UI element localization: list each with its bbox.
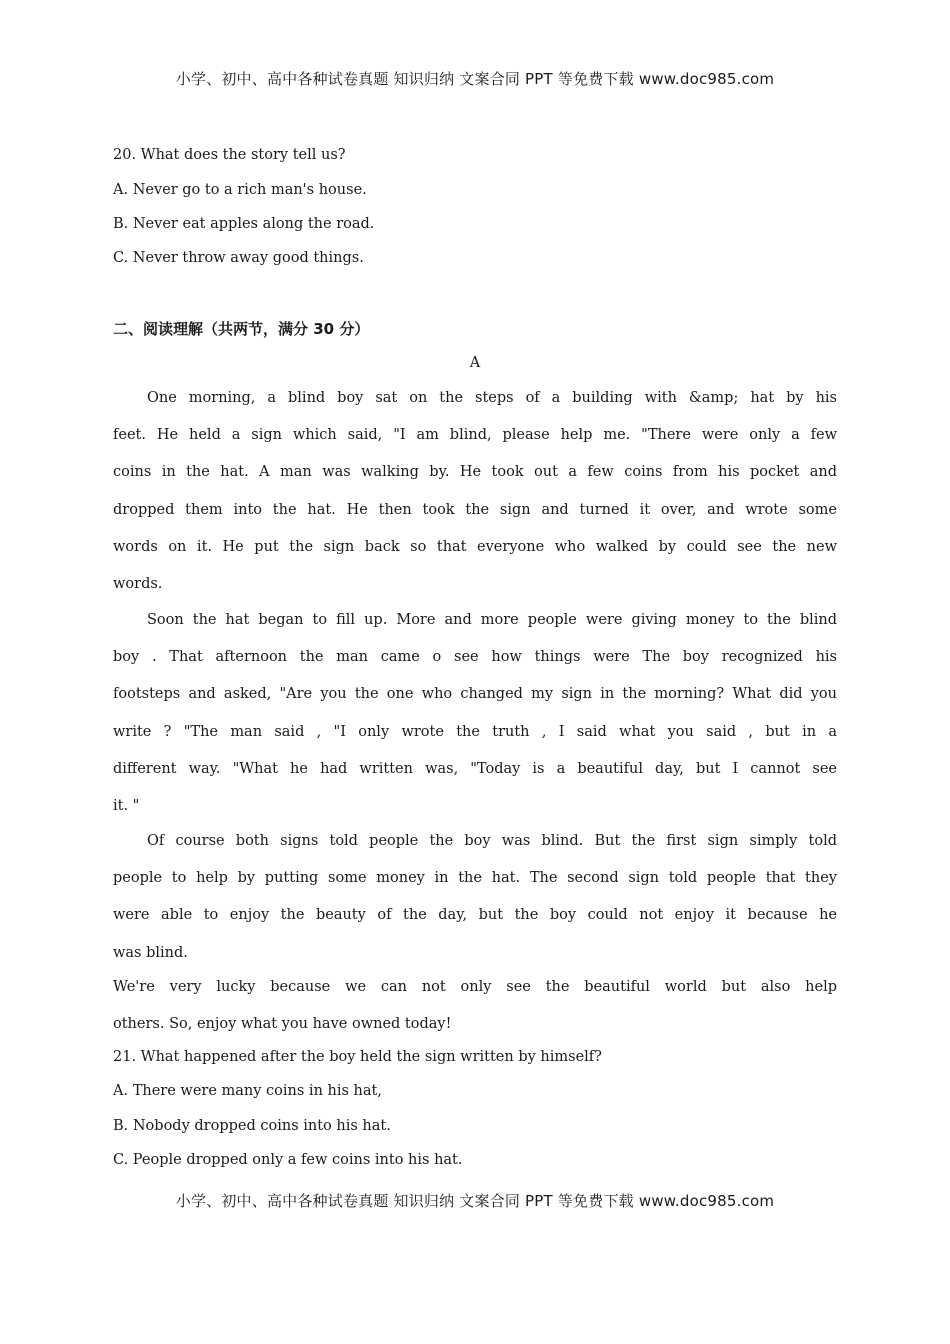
paragraph-line: dropped them into the hat. He then took the sign and turned it over, and wrote some (113, 501, 837, 518)
question-20: 20. What does the story tell us? (113, 147, 346, 163)
paragraph-line: boy . That afternoon the man came o see how things were The boy recognized his (113, 649, 837, 666)
paragraph-line: words on it. He put the sign back so that everyone who walked by could see the new (113, 538, 837, 555)
paragraph-line: was blind. (113, 944, 188, 961)
question-21-option-c: C. People dropped only a few coins into his hat. (113, 1152, 463, 1168)
paragraph-line: Soon the hat began to fill up. More and more people were giving money to the blind (147, 612, 837, 628)
question-20-option-c: C. Never throw away good things. (113, 250, 364, 266)
header-banner: 小学、初中、高中各种试卷真题 知识归纳 文案合同 PPT 等免费下载 www.doc985.com (175, 70, 775, 88)
paragraph-line: others. So, enjoy what you have owned today! (113, 1016, 452, 1033)
passage-paragraph-4 (113, 976, 837, 1050)
passage-paragraph-3 (113, 830, 837, 979)
paragraph-line: Of course both signs told people the boy was blind. But the first sign simply told (147, 833, 837, 849)
passage-paragraph-1 (113, 387, 837, 610)
paragraph-line: feet. He held a sign which said, "I am blind, please help me. "There were only a few (113, 427, 837, 444)
question-21-option-b: B. Nobody dropped coins into his hat. (113, 1118, 391, 1134)
section-heading: 二、阅读理解（共两节，满分 30 分） (113, 320, 370, 338)
footer-banner: 小学、初中、高中各种试卷真题 知识归纳 文案合同 PPT 等免费下载 www.doc985.com (175, 1192, 775, 1210)
paragraph-line: different way. "What he had written was, "Today is a beautiful day, but I cannot see (113, 760, 837, 777)
paragraph-line: coins in the hat. A man was walking by. He took out a few coins from his pocket and (113, 464, 837, 481)
question-20-option-a: A. Never go to a rich man's house. (113, 182, 367, 198)
passage-label: A (469, 355, 481, 371)
paragraph-line: write ? "The man said , "I only wrote the truth , I said what you said , but in a (113, 723, 837, 740)
question-20-option-b: B. Never eat apples along the road. (113, 216, 375, 232)
question-21: 21. What happened after the boy held the sign written by himself? (113, 1049, 602, 1065)
paragraph-line: footsteps and asked, "Are you the one who changed my sign in the morning? What did you (113, 686, 837, 703)
paragraph-line: people to help by putting some money in the hat. The second sign told people that they (113, 870, 837, 887)
paragraph-line: were able to enjoy the beauty of the day, but the boy could not enjoy it because he (113, 907, 837, 924)
paragraph-line: One morning, a blind boy sat on the steps of a building with &amp; hat by his (147, 390, 837, 406)
question-21-option-a: A. There were many coins in his hat, (113, 1083, 382, 1099)
paragraph-line: words. (113, 575, 163, 592)
paragraph-line: it. " (113, 797, 140, 814)
passage-paragraph-2 (113, 609, 837, 832)
paragraph-line: We're very lucky because we can not only see the beautiful world but also help (113, 979, 837, 995)
